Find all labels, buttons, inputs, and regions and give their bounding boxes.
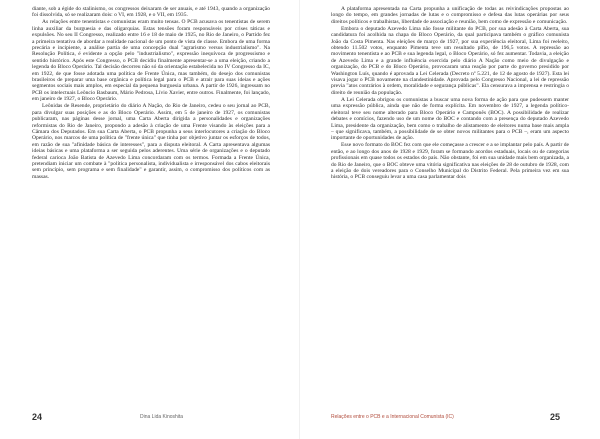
right-paragraph-4: Esse novo formato do BOC fez com que ele começasse a crescer e a se implantar pelo país. A partir de então, e ao longo dos anos de 1928 e 1929, foram se formando acordos estaduais, locais ou de categorias profissionais em quase todos os estados do país. Não obstante, foi em sua unidade mais bem organizada, a do Rio de Janeiro, que o BOC obteve uma vitória significativa nas eleições de 28 de outubro de 1928, com a eleição de dois vereadores para o Conselho Municipal do Distrito Federal. Pela primeira vez em sua história, o PCB conseguiu levar a uma casa parlamentar dois xyxy=(331,142,569,181)
left-paragraph-3: Leônidas de Resende, proprietário do diário A Nação, do Rio de Janeiro, cedeu o seu jornal ao PCB, para divulgar suas posições e as do Bloco Operário. Assim, em 5 de janeiro de 1927, os comunistas publicaram, nas páginas desse jornal, uma Carta Aberta dirigida a personalidades e organizações reformistas do Rio de Janeiro, propondo a adesão à criação de uma Frente visando às eleições para a Câmara dos Deputados. Em sua Carta Aberta, o PCB propunha a seus interlocutores a criação do Bloco Operário, nos marcos de uma política de "frente única" que tinha por objetivo juntar os esforços de todos, em razão de sua "afinidade básica de interesses", para a disputa eleitoral. A Carta apresentava algumas ideias básicas e uma plataforma a ser seguida pelos aderentes. Uma série de organizações e o deputado federal carioca João Batista de Azevedo Lima concordaram com os termos. Formada a Frente Única, pretendiam iniciar um combate à "política personalista, individualista e irresponsável dos cabos eleitorais sem princípio, sem programa e sem finalidade" e garantir, assim, o compromisso dos políticos com as massas. xyxy=(32,103,270,180)
right-paragraph-1: A plataforma apresentada na Carta propunha a unificação de todas as reivindicações propostas ao longo do tempo, em grandes jornadas de lutas e o compromisso e defesa das lutas operárias por seus direitos políticos e trabalhistas, liberdade de associação e reunião, bem como de expressão e comunicação. xyxy=(331,6,569,25)
right-paragraph-3: A Lei Celerada obrigou os comunistas a buscar uma nova forma de ação para que pudessem manter uma expressão pública, ainda que não de forma explícita. Em novembro de 1927, a legenda político-eleitoral teve seu nome alterado para Bloco Operário e Camponês (BOC). A possibilidade de realizar debates e comícios, fazendo uso de um nome do BOC e contando com a presença do deputado Azevedo Lima, presidente da organização, bem como o trabalho de alistamento de eleitores numa base mais ampla – que significava, também, a possibilidade de se obter novos militantes para o PCB –, eram um aspecto importante de oportunidades de ação. xyxy=(331,96,569,142)
left-running-footer: Dina Lida Kinoshita xyxy=(140,414,184,420)
right-page xyxy=(300,0,600,439)
right-page-number: 25 xyxy=(550,412,561,422)
right-running-footer: Relações entre o PCB e a Internacional Comunista (IC) xyxy=(331,414,454,420)
right-paragraph-2: Embora o deputado Azevedo Lima não fosse militante do PCB, por sua adesão à Carta Aberta, sua candidatura foi acolhida na chapa do Bloco Operário, da qual participava também o gráfico comunista João da Costa Pimenta. Nas eleições de março de 1927, por sua experiência eleitoral, Lima foi reeleito, obtendo 11.502 votos, enquanto Pimenta teve um resultado pífio, de 196,5 votos. A repressão ao movimento tenentista e ao PCB e sua legenda legal, o Bloco Operário, só fez aumentar. Todavia, a eleição de Azevedo Lima e a grande influência exercida pelo diário A Nação como meio de divulgação e organização, do PCB e do Bloco Operário, provocaram uma reação por parte do governo presidido por Washington Luís, quando é aprovada a Lei Celerada (Decreto nº 5.221, de 12 de agosto de 1927). Esta lei visava jogar o PCB novamente na clandestinidade. Aprovada pelo Congresso Nacional, a lei de repressão previa "atos contrários à ordem, moralidade e segurança públicas". Ela censurava a imprensa e restringia o direito de reunião da população. xyxy=(331,25,569,96)
right-text-column xyxy=(331,6,569,410)
left-paragraph-1: diante, sob a égide do stalinismo, os congressos deixaram de ser anuais, e até 1943, quando a organização foi dissolvida, só se realizaram dois: o VI, em 1928, e o VII, em 1935. xyxy=(32,6,270,19)
left-page-number: 24 xyxy=(32,412,43,422)
left-text-column xyxy=(32,6,270,410)
left-paragraph-2: As relações entre tenentistas e comunistas eram muito tensas. O PCB acusava os tenentistas de serem linha auxiliar da burguesia e das oligarquias. Estas tensões foram responsáveis por crises táticas e expulsões. No seu II Congresso, realizado entre 16 e 18 de maio de 1925, no Rio de Janeiro, o Partido fez a primeira tentativa de abordar a realidade nacional de um ponto de vista de classe. Embora de uma forma precária e incipiente, a análise partia de uma concepção dual "agrarismo versus industrialismo". Na Resolução Política, é evidente a opção pelo "industrialismo", expressão inequívoca de progressismo e sentido histórico. Após este Congresso, o PCB decidiu finalmente apresentar-se a uma eleição, criando a legenda do Bloco Operário. Tal decisão decorreu não só da orientação estabelecida no IV Congresso da IC, em 1922, de que fosse adotada uma política de Frente Única, mas também, do desejo dos comunistas brasileiros de preparar uma base orgânica e política legal para o PCB e atrair para suas ideias e ações segmentos sociais mais amplos, em especial da pequena burguesia urbana. A partir de 1926, ingressam no PCB os intelectuais Leôncio Basbaum, Mário Pedrosa, Lívio Xavier, entre outros. Finalmente, foi lançado, em janeiro de 1927, o Bloco Operário. xyxy=(32,19,270,103)
